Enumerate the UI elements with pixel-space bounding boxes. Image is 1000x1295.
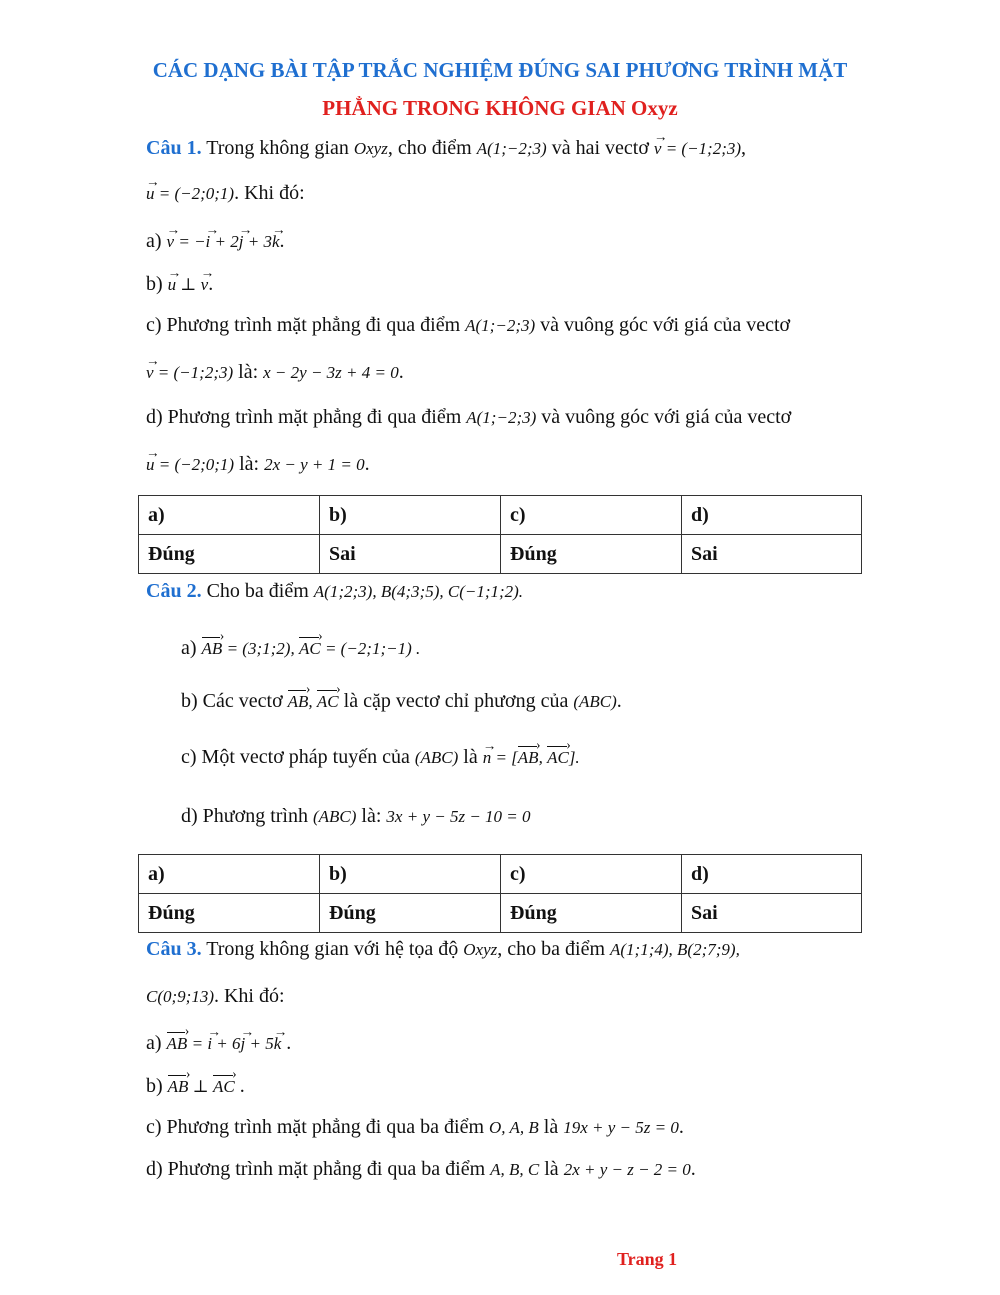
q3-option-a [146, 1032, 291, 1055]
q2-c-plane: (ABC) [414, 748, 459, 767]
q3-d-end: . [690, 1158, 696, 1180]
q2-c-ac: AC › [547, 748, 569, 768]
q1-a-k: → k [272, 232, 280, 252]
q1-a-v: → v [167, 232, 175, 252]
q2-b-ab: AB › [288, 692, 309, 712]
q2-option-a [181, 637, 420, 660]
q1-c-text: c) Phương trình mặt phẳng đi qua điểm [146, 314, 466, 336]
q1-label: Câu 1. [146, 137, 202, 159]
table-cell: Đúng [139, 894, 320, 933]
q1-v-coords: = (−1;2;3) [661, 139, 742, 158]
table-cell: Sai [682, 535, 862, 574]
q1-d-end: . [364, 453, 370, 475]
q1-d-text: d) Phương trình mặt phẳng đi qua điểm [146, 406, 467, 428]
q3-b-end: . [234, 1075, 245, 1097]
table-cell: c) [501, 855, 682, 894]
table-answer-row [139, 894, 862, 933]
q3-a-label: a) [146, 1032, 167, 1054]
q2-b-text: là cặp vectơ chỉ phương của [338, 690, 574, 712]
q2-a-ac: AC › [299, 639, 321, 659]
q1-c-text: và vuông góc với giá của vectơ [535, 314, 791, 336]
q1-stem [146, 137, 746, 160]
q1-option-c [146, 314, 790, 337]
q1-d-point: A(1;−2;3) [466, 408, 537, 427]
q1-u-coords: = (−2;0;1) [154, 184, 235, 203]
q3-a-k: → k [274, 1034, 282, 1054]
table-cell: b) [320, 855, 501, 894]
q2-c-text: c) Một vectơ pháp tuyến của [181, 746, 415, 768]
q1-option-c-cont [146, 361, 404, 384]
table-cell: Sai [320, 535, 501, 574]
q3-stem [146, 938, 740, 961]
q2-b-end: . [616, 690, 622, 712]
q3-space: Oxyz [463, 940, 498, 959]
q1-text: , cho điểm [387, 137, 477, 159]
table-cell: Đúng [320, 894, 501, 933]
table-cell: a) [139, 496, 320, 535]
q1-a-label: a) [146, 230, 167, 252]
q2-c-ab: AB › [518, 748, 539, 768]
q3-text: . Khi đó: [213, 985, 285, 1007]
q2-a-abval: = (3;1;2), [222, 639, 299, 658]
q1-c-la: là: [233, 361, 264, 383]
q3-points: A(1;1;4), B(2;7;9), [610, 940, 740, 959]
q2-points: A(1;2;3), B(4;3;5), C(−1;1;2). [313, 582, 524, 601]
q2-label: Câu 2. [146, 580, 202, 602]
q3-d-points: A, B, C [490, 1160, 540, 1179]
q1-text: và hai vectơ [546, 137, 654, 159]
q3-a-plus: + 6 [212, 1034, 241, 1053]
q3-c-end: . [678, 1116, 684, 1138]
doc-title-line1: CÁC DẠNG BÀI TẬP TRẮC NGHIỆM ĐÚNG SAI PHƯƠNG TRÌNH MẶT [152, 58, 848, 82]
q1-d-u: → u [146, 455, 155, 475]
q3-b-perp: ⊥ [188, 1077, 213, 1096]
q2-c-comma: , [538, 748, 548, 767]
q1-d-la: là: [234, 453, 265, 475]
q2-text: Cho ba điểm [201, 580, 314, 602]
q3-b-label: b) [146, 1075, 168, 1097]
q3-text: Trong không gian với hệ tọa độ [201, 938, 464, 960]
q3-a-eq: = [187, 1034, 208, 1053]
answer-table-1 [138, 495, 862, 574]
q3-b-ab: AB › [168, 1077, 189, 1097]
q2-a-label: a) [181, 637, 202, 659]
q1-c-end: . [398, 361, 404, 383]
q3-b-ac: AC › [213, 1077, 235, 1097]
table-header-row [139, 855, 862, 894]
q2-b-comma: , [308, 692, 317, 711]
table-cell: c) [501, 496, 682, 535]
q1-d-equation: 2x − y + 1 = 0 [264, 455, 365, 474]
table-cell: d) [682, 855, 862, 894]
q3-d-equation: 2x + y − z − 2 = 0 [563, 1160, 691, 1179]
table-cell: d) [682, 496, 862, 535]
q1-option-b [146, 273, 213, 296]
q1-option-d [146, 406, 791, 429]
page-number: Trang 1 [617, 1249, 678, 1269]
q3-c-la: là [538, 1116, 564, 1138]
q3-c-equation: 19x + y − 5z = 0 [563, 1118, 679, 1137]
table-cell: Đúng [501, 535, 682, 574]
q1-space: Oxyz [353, 139, 388, 158]
q1-point-a: A(1;−2;3) [476, 139, 547, 158]
q2-c-eq: = [ [491, 748, 518, 767]
q2-option-b [181, 690, 622, 713]
q3-c-text: c) Phương trình mặt phẳng đi qua ba điểm [146, 1116, 490, 1138]
q3-a-ab: AB › [167, 1034, 188, 1054]
table-cell: b) [320, 496, 501, 535]
doc-title-line2: PHẲNG TRONG KHÔNG GIAN Oxyz [322, 96, 678, 120]
answer-table-2 [138, 854, 862, 933]
q3-a-plus: + 5 [245, 1034, 274, 1053]
q1-a-end: . [279, 230, 285, 252]
q3-stem-cont [146, 985, 285, 1008]
q3-text: , cho ba điểm [497, 938, 611, 960]
q3-a-j: → j [241, 1034, 246, 1054]
q3-option-c [146, 1116, 684, 1139]
q2-a-ab: AB › [202, 639, 223, 659]
q1-b-perp: ⊥ [176, 275, 201, 294]
q2-c-n: → n [483, 748, 492, 768]
q3-d-text: d) Phương trình mặt phẳng đi qua ba điểm [146, 1158, 491, 1180]
q2-c-close: ]. [568, 748, 580, 767]
q1-vector-v: → v [654, 139, 662, 159]
q1-c-vcoords: = (−1;2;3) [153, 363, 234, 382]
q1-comma: , [741, 137, 747, 159]
q1-option-a [146, 230, 285, 253]
q2-d-la: là: [356, 805, 387, 827]
q3-label: Câu 3. [146, 938, 202, 960]
table-answer-row [139, 535, 862, 574]
q1-stem-cont [146, 182, 305, 205]
q3-a-end: . [281, 1032, 292, 1054]
q2-d-equation: 3x + y − 5z − 10 = 0 [386, 807, 531, 826]
q1-c-equation: x − 2y − 3z + 4 = 0 [263, 363, 399, 382]
q3-c-points: O, A, B [489, 1118, 539, 1137]
q2-b-text: b) Các vectơ [181, 690, 288, 712]
q1-vector-u: → u [146, 184, 155, 204]
q1-b-end: . [208, 273, 214, 295]
q1-d-text: và vuông góc với giá của vectơ [536, 406, 792, 428]
q2-c-la: là [458, 746, 483, 768]
q1-c-v: → v [146, 363, 154, 383]
q1-b-u: → u [168, 275, 177, 295]
table-cell: Đúng [501, 894, 682, 933]
q1-c-point: A(1;−2;3) [465, 316, 536, 335]
q3-a-i: → i [207, 1034, 212, 1054]
q1-a-i: → i [206, 232, 211, 252]
table-cell: Đúng [139, 535, 320, 574]
table-cell: Sai [682, 894, 862, 933]
q2-b-plane: (ABC) [573, 692, 617, 711]
q1-text: Trong không gian [201, 137, 354, 159]
q2-stem [146, 580, 523, 603]
q3-d-la: là [539, 1158, 564, 1180]
table-cell: a) [139, 855, 320, 894]
q1-a-plus: + 2 [210, 232, 239, 251]
q1-d-ucoords: = (−2;0;1) [154, 455, 235, 474]
q1-text: . Khi đó: [234, 182, 305, 204]
q2-option-d [181, 805, 531, 828]
q2-a-acval: = (−2;1;−1) . [320, 639, 421, 658]
q1-b-label: b) [146, 273, 168, 295]
q3-option-d [146, 1158, 696, 1181]
q1-a-plus: + 3 [243, 232, 272, 251]
q3-point-c: C(0;9;13) [146, 987, 214, 1006]
q1-b-v: → v [201, 275, 209, 295]
q2-d-text: d) Phương trình [181, 805, 313, 827]
q2-option-c [181, 746, 580, 769]
q3-option-b [146, 1075, 245, 1098]
table-header-row [139, 496, 862, 535]
q1-a-eq: = − [174, 232, 206, 251]
q2-d-plane: (ABC) [312, 807, 357, 826]
q1-a-j: → j [239, 232, 244, 252]
q1-option-d-cont [146, 453, 370, 476]
q2-b-ac: AC › [317, 692, 339, 712]
